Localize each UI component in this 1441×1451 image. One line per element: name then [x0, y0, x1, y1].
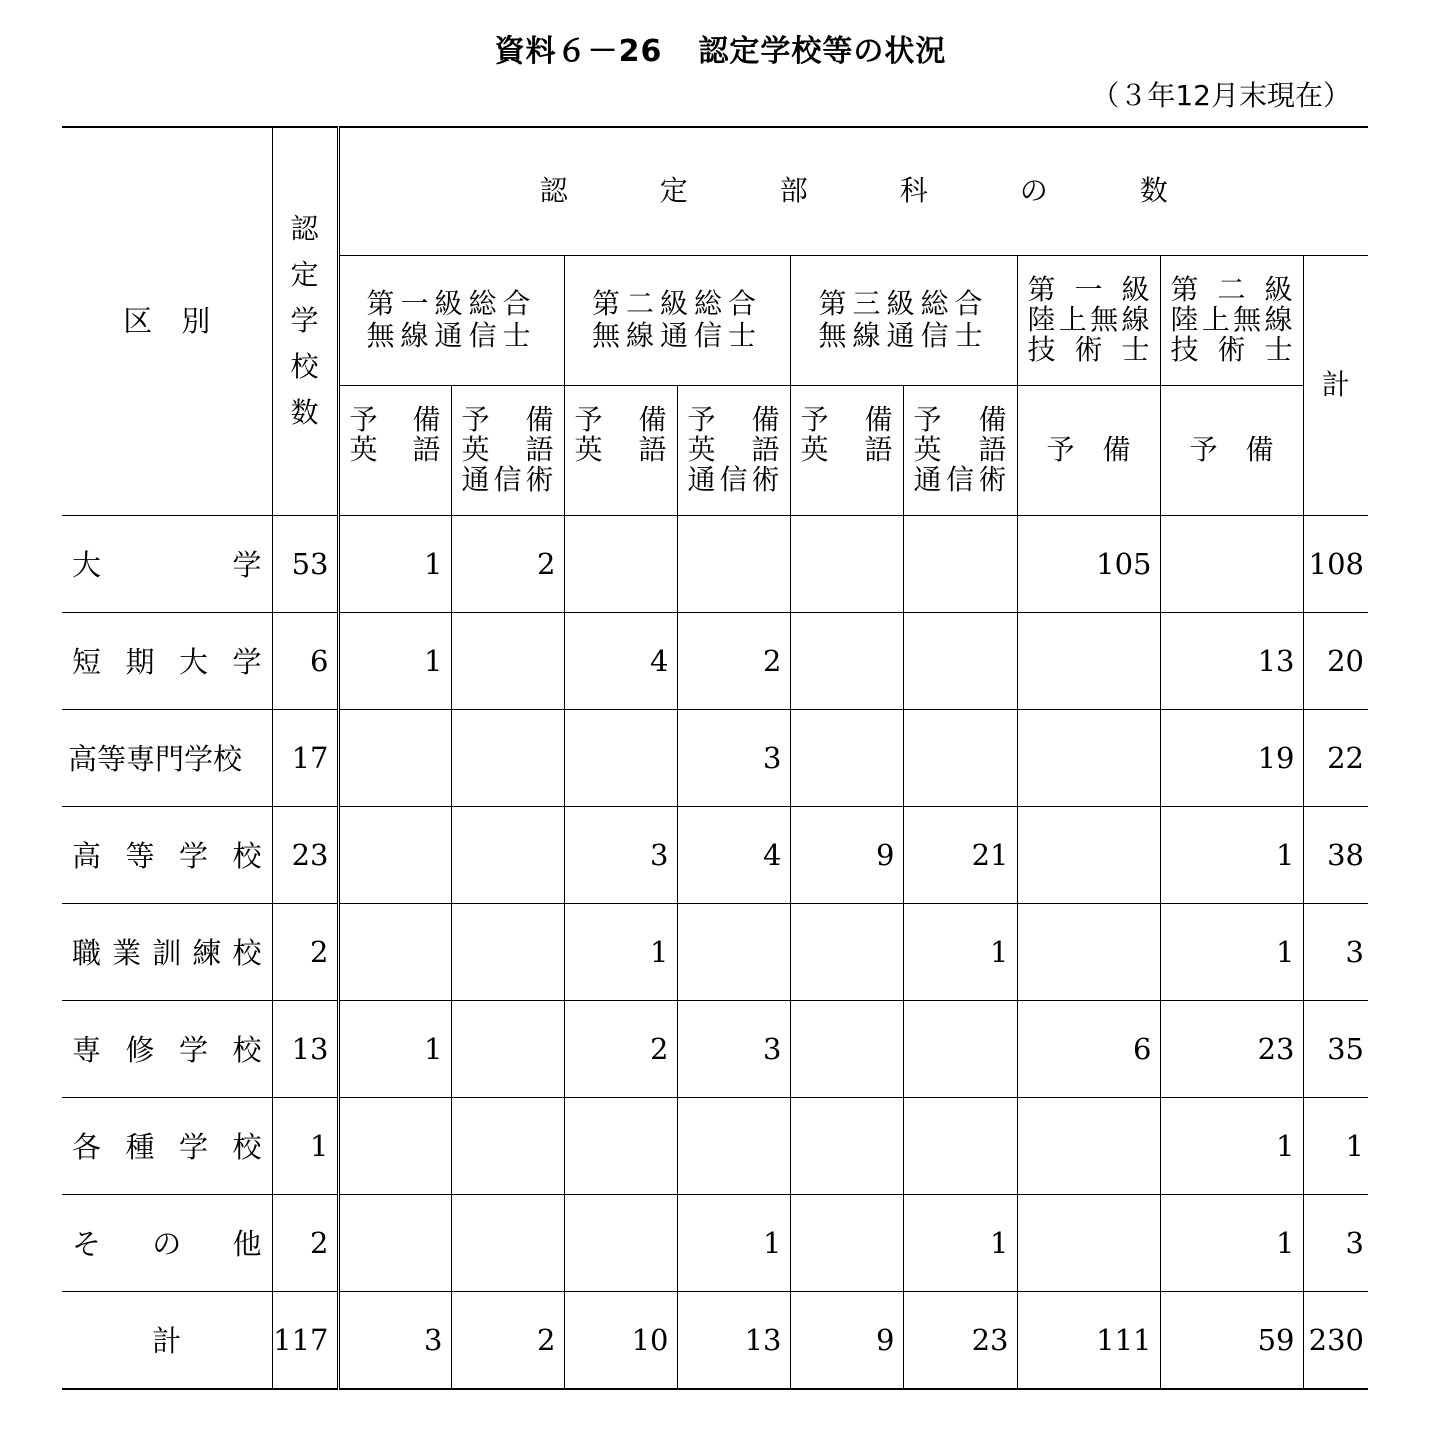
table-cell: [564, 515, 677, 612]
header-category: 区 別: [62, 127, 272, 515]
row-total-cell: 1: [1303, 1097, 1368, 1194]
table-cell: 4: [564, 612, 677, 709]
row-label: 専修学校: [62, 1000, 272, 1097]
table-cell: [1160, 515, 1303, 612]
table-cell: [790, 903, 903, 1000]
table-cell: [338, 709, 451, 806]
subheader-yobi: 予 備: [1160, 385, 1303, 515]
table-cell: [564, 1097, 677, 1194]
table-cell: [677, 515, 790, 612]
header-total: 計: [1303, 255, 1368, 515]
school-count-total: 117: [272, 1291, 338, 1389]
table-cell: [790, 709, 903, 806]
grand-total-cell: 230: [1303, 1291, 1368, 1389]
table-row: [62, 515, 1368, 612]
table-cell: [564, 709, 677, 806]
school-count-cell: 2: [272, 1194, 338, 1291]
table-cell: [451, 612, 564, 709]
row-label: 職業訓練校: [62, 903, 272, 1000]
table-cell: [790, 1194, 903, 1291]
table-cell: [451, 709, 564, 806]
table-cell: 3: [677, 1000, 790, 1097]
school-count-cell: 53: [272, 515, 338, 612]
table-cell: [1017, 903, 1160, 1000]
table-cell: 1: [338, 612, 451, 709]
table-cell: [338, 903, 451, 1000]
table-cell: 23: [903, 1291, 1017, 1389]
table-cell: 2: [677, 612, 790, 709]
table-cell: [677, 1097, 790, 1194]
row-total-cell: 108: [1303, 515, 1368, 612]
row-label: その他: [62, 1194, 272, 1291]
document-title: [0, 26, 1441, 70]
school-count-cell: 1: [272, 1097, 338, 1194]
table-cell: [1017, 806, 1160, 903]
school-count-cell: 17: [272, 709, 338, 806]
table-cell: 13: [1160, 612, 1303, 709]
table-cell: [790, 515, 903, 612]
row-total-cell: 22: [1303, 709, 1368, 806]
table-cell: 19: [1160, 709, 1303, 806]
table-row: [62, 903, 1368, 1000]
table-row: [62, 612, 1368, 709]
table-cell: [903, 1000, 1017, 1097]
table-cell: [1017, 709, 1160, 806]
table-cell: 1: [338, 515, 451, 612]
table-cell: 1: [1160, 903, 1303, 1000]
row-label: 大学: [62, 515, 272, 612]
table-cell: 1: [564, 903, 677, 1000]
table-cell: [790, 612, 903, 709]
school-count-cell: 13: [272, 1000, 338, 1097]
header-group-5: 第二級 陸上無線 技術士: [1160, 255, 1303, 385]
table-cell: 59: [1160, 1291, 1303, 1389]
table-cell: [451, 806, 564, 903]
table-cell: [564, 1194, 677, 1291]
school-count-cell: 23: [272, 806, 338, 903]
table-cell: 9: [790, 806, 903, 903]
table-cell: 3: [677, 709, 790, 806]
table-cell: 13: [677, 1291, 790, 1389]
table-cell: 10: [564, 1291, 677, 1389]
table-row: [62, 709, 1368, 806]
total-row: [62, 1291, 1368, 1389]
header-group-4: 第一級 陸上無線 技術士: [1017, 255, 1160, 385]
row-total-cell: 3: [1303, 1194, 1368, 1291]
as-of-date: （３年12月末現在）: [1091, 79, 1351, 112]
table-cell: 1: [903, 903, 1017, 1000]
table-cell: [451, 903, 564, 1000]
school-count-cell: 6: [272, 612, 338, 709]
row-label: 高等学校: [62, 806, 272, 903]
subheader-yobi-eigo-tsushin: 予備 英語 通信術: [677, 385, 790, 515]
header-dept-count: 認定部科の数: [338, 127, 1368, 255]
table-cell: 1: [677, 1194, 790, 1291]
row-label: 短期大学: [62, 612, 272, 709]
table-cell: [903, 515, 1017, 612]
certified-schools-table: [62, 126, 1368, 1390]
row-total-cell: 38: [1303, 806, 1368, 903]
subheader-yobi-eigo-tsushin: 予備 英語 通信術: [451, 385, 564, 515]
header-group-3: 第三級総合 無線通信士: [790, 255, 1017, 385]
title-prefix: 資料６－26: [494, 34, 663, 69]
table-cell: [451, 1097, 564, 1194]
table-cell: 3: [338, 1291, 451, 1389]
table-cell: 111: [1017, 1291, 1160, 1389]
table-cell: [903, 612, 1017, 709]
table-cell: 105: [1017, 515, 1160, 612]
school-count-cell: 2: [272, 903, 338, 1000]
header-group-1: 第一級総合 無線通信士: [338, 255, 564, 385]
table-cell: [338, 806, 451, 903]
table-cell: [451, 1194, 564, 1291]
table-cell: 4: [677, 806, 790, 903]
row-label: 各種学校: [62, 1097, 272, 1194]
header-group-2: 第二級総合 無線通信士: [564, 255, 790, 385]
title-text: 認定学校等の状況: [698, 34, 947, 69]
table-cell: 1: [903, 1194, 1017, 1291]
table-cell: [903, 709, 1017, 806]
table-cell: 2: [564, 1000, 677, 1097]
table-cell: [677, 903, 790, 1000]
row-label: 高等専門学校: [62, 709, 272, 806]
table-cell: 21: [903, 806, 1017, 903]
table-cell: [1017, 1097, 1160, 1194]
table-cell: 1: [1160, 806, 1303, 903]
table-cell: 1: [1160, 1097, 1303, 1194]
table-cell: [1017, 612, 1160, 709]
table-cell: 9: [790, 1291, 903, 1389]
table-cell: 23: [1160, 1000, 1303, 1097]
subheader-yobi-eigo: 予備 英語: [790, 385, 903, 515]
table-cell: 2: [451, 1291, 564, 1389]
total-row-label: 計: [62, 1291, 272, 1389]
table-cell: 2: [451, 515, 564, 612]
row-total-cell: 35: [1303, 1000, 1368, 1097]
row-total-cell: 20: [1303, 612, 1368, 709]
table-cell: 6: [1017, 1000, 1160, 1097]
subheader-yobi-eigo: 予備 英語: [338, 385, 451, 515]
table-cell: [790, 1097, 903, 1194]
table-cell: [790, 1000, 903, 1097]
table-row: [62, 1000, 1368, 1097]
table-cell: 1: [338, 1000, 451, 1097]
subheader-yobi-eigo-tsushin: 予備 英語 通信術: [903, 385, 1017, 515]
table-row: [62, 1097, 1368, 1194]
table-cell: 3: [564, 806, 677, 903]
row-total-cell: 3: [1303, 903, 1368, 1000]
table-cell: 1: [1160, 1194, 1303, 1291]
table-cell: [451, 1000, 564, 1097]
table-cell: [903, 1097, 1017, 1194]
table-cell: [338, 1194, 451, 1291]
subheader-yobi-eigo: 予備 英語: [564, 385, 677, 515]
subheader-yobi: 予 備: [1017, 385, 1160, 515]
table-row: [62, 806, 1368, 903]
header-school-count: 認 定 学 校 数: [272, 127, 338, 515]
table-cell: [1017, 1194, 1160, 1291]
table-row: [62, 1194, 1368, 1291]
table-cell: [338, 1097, 451, 1194]
